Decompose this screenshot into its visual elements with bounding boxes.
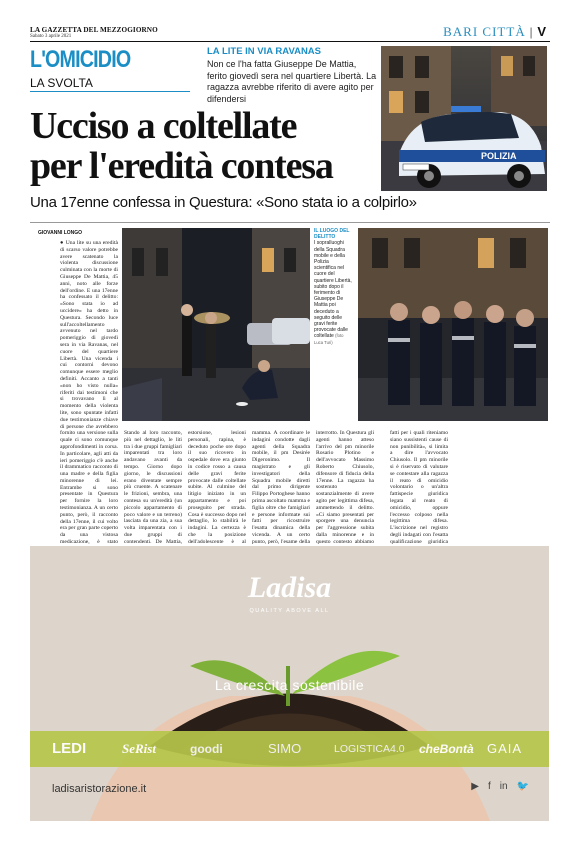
subheadline: Una 17enne confessa in Questura: «Sono stata io a colpirlo» [30, 194, 417, 211]
ladisa-advertisement[interactable] [30, 546, 549, 821]
crime-scene-photo [122, 228, 310, 421]
ad-logo-3: goodi [190, 742, 223, 756]
crime-scene-illustration [122, 228, 310, 421]
sidebar-title: LA LITE IN VIA RAVANAS [207, 46, 321, 57]
body-column-1: ● Una lite su una eredità di scarso valore potrebbe avere scatenato la violenta discussione culminata con la morte di Giuseppe De Mattia, 45 anni, noto alle forze dell'ordine. E una 17enne ha confessato il delitto: «Sono stata io ad uccidere» ha detto in Questura. Secondo luce sull'accoltellamento avvenuto nel tardo pomeriggio di giovedì sera in via Ravanas, nel cuore del quartiere Libertà. Una vicenda i cui contorni devono comunque essere meglio definiti. Accanto a tanti «non ho visto nulla» riferiti dai testimoni che si trovavano lì al momento della violenta lite, sono spuntate infatti due testimonianze chiave di persone che avrebbero fornito una versione sulla quale ci sono comunque approfondimenti in corsa. In particolare, agli atti da ieri pomeriggio c'è anche il drammatico racconto di una madre e della figlia minorenne di lei. Entrambe si sono presentate in Questura per fornire la loro testimonianza. A un certo punto, però, il racconto della 17enne, il cui volto era per gran parte coperto da una vistosa medicazione, è stato [60, 240, 118, 546]
section-name: BARI CITTÀ [443, 24, 526, 39]
twitter-icon[interactable]: 🐦 [516, 781, 529, 792]
caption-text: I sopralluoghi della Squadra mobile e della Polizia scientifica nel cuore del quartiere Libertà, subito dopo il ferimento di Giuseppe De Mattia poi deceduto a seguito delle gravi ferite provocate dalle coltellate [314, 240, 352, 340]
ad-logo-1: LEDI [52, 740, 87, 757]
body-column-5: interrotto. In Questura gli agenti hanno atteso l'arrivo del pm minorile Rosario Plotino e dell'avvocato Massimo Roberto Chiusolo, difensore di fiducia della 17enne. La ragazza ha sostenuto sostanzialmente di avere agito per legittima difesa, ammettendo il delitto. «Ci siamo presentati per sporgere una denuncia per l'aggressione subita dalla minorenne e in questo contesto abbiamo [316, 430, 374, 545]
police-car-photo [381, 46, 547, 191]
headline-line-2: per l'eredità contesa [30, 145, 333, 187]
sidebar-text: Non ce l'ha fatta Giuseppe De Mattia, ferito giovedì sera nel quartiere Libertà. La ragazza avrebbe riferito di avere agito per difendersi [207, 59, 377, 104]
body-column-4: mamma. A coordinare le indagini condotte dagli agenti della Squadra mobile, il pm Desirée Digeronimo. Il magistrato e gli investigatori della Squadra mobile diretti dal primo dirigente Filippo Portoghese hanno prima ascoltato mamma e figlia oltre che famigliari e persone informate sui fatti per ricostruire l'esatta dinamica della vicenda. A un certo punto, però, l'esame della [252, 430, 310, 545]
ad-tagline: QUALITY ABOVE ALL [249, 608, 330, 614]
ad-logo-4: SIMO [268, 741, 302, 756]
linkedin-icon[interactable]: in [499, 781, 508, 792]
body-column-2: Stando al loro racconto, più nel dettaglio, le liti tra i due gruppi famigliari imparentati tra loro andavano avanti da tempo. Giorno dopo giorno, le discussioni erano diventate sempre più cruente. A scatenare le frizioni, sembra, una contesa su un'eredità (un piccolo appartamento di poco valore e un terreno) lasciata da una zia, a sua volta imparentata con i due gruppi di contendenti. De Mattia, [124, 430, 182, 545]
ad-brand-logo: Ladisa [247, 571, 332, 604]
photo-credit: (foto Luca Turi) [314, 333, 344, 345]
ad-logo-6: cheBontà [419, 742, 474, 756]
newspaper-name: LA GAZZETTA DEL MEZZOGIORNO [30, 26, 158, 34]
police-officers-illustration [358, 228, 548, 421]
section-header [443, 24, 547, 40]
body-column-3: estorsione, lesioni personali, rapina, è deceduto poche ore dopo il suo ricovero in ospedale dove era giunto in codice rosso a causa delle gravi ferite provocate dalle coltellate subite. Al culmine del litigio iniziato in un appartamento e poi proseguito per strada. Cosa è successo dopo nel dettaglio, lo stabilirà le indagini. La certezza è che la posizione dell'adolescente è al [188, 430, 246, 545]
ad-logo-7: GAIA [487, 741, 523, 756]
ad-social-icons [462, 781, 529, 792]
article-subkicker: LA SVOLTA [30, 76, 93, 90]
body-column-6: fatti per i quali riteniamo siano sussistenti cause di non punibilità», si limita a dire l'avvocato Chiusolo. Il pm minorile si è riservato di valutare se contestare alla ragazza il reato di omicidio volontario o un'altra fattispecie giuridica legata al reato di omicidio, oppure l'eccesso colposo nella legittima difesa. L'iscrizione nel registro degli indagati con l'esatta qualificazione giuridica [390, 430, 448, 545]
ad-website-link[interactable]: ladisaristorazione.it [52, 783, 147, 795]
police-car-illustration [381, 46, 547, 191]
subhead-rule [30, 222, 550, 223]
page-number: V [537, 24, 547, 39]
byline: GIOVANNI LONGO [38, 230, 83, 236]
ad-logo-5: LOGISTICA4.0 [334, 743, 405, 755]
ad-slogan: La crescita sostenibile [214, 677, 365, 693]
headline [30, 106, 380, 186]
ad-brand-band [30, 731, 549, 767]
headline-line-1: Ucciso a coltellate [30, 105, 297, 147]
masthead-rule [30, 41, 550, 42]
subkicker-rule [30, 91, 190, 92]
youtube-icon[interactable]: ▶ [471, 781, 479, 792]
police-car-label: POLIZIA [481, 151, 517, 161]
police-officers-photo [358, 228, 548, 421]
article-kicker: L'OMICIDIO [30, 46, 131, 73]
issue-date: Sabato 3 aprile 2021 [30, 34, 72, 39]
photo-caption [314, 228, 352, 346]
ad-logo-2: SeRist [122, 741, 156, 756]
caption-title: IL LUOGO DEL DELITTO [314, 228, 350, 241]
section-separator: | [529, 24, 534, 39]
facebook-icon[interactable]: f [487, 781, 491, 792]
